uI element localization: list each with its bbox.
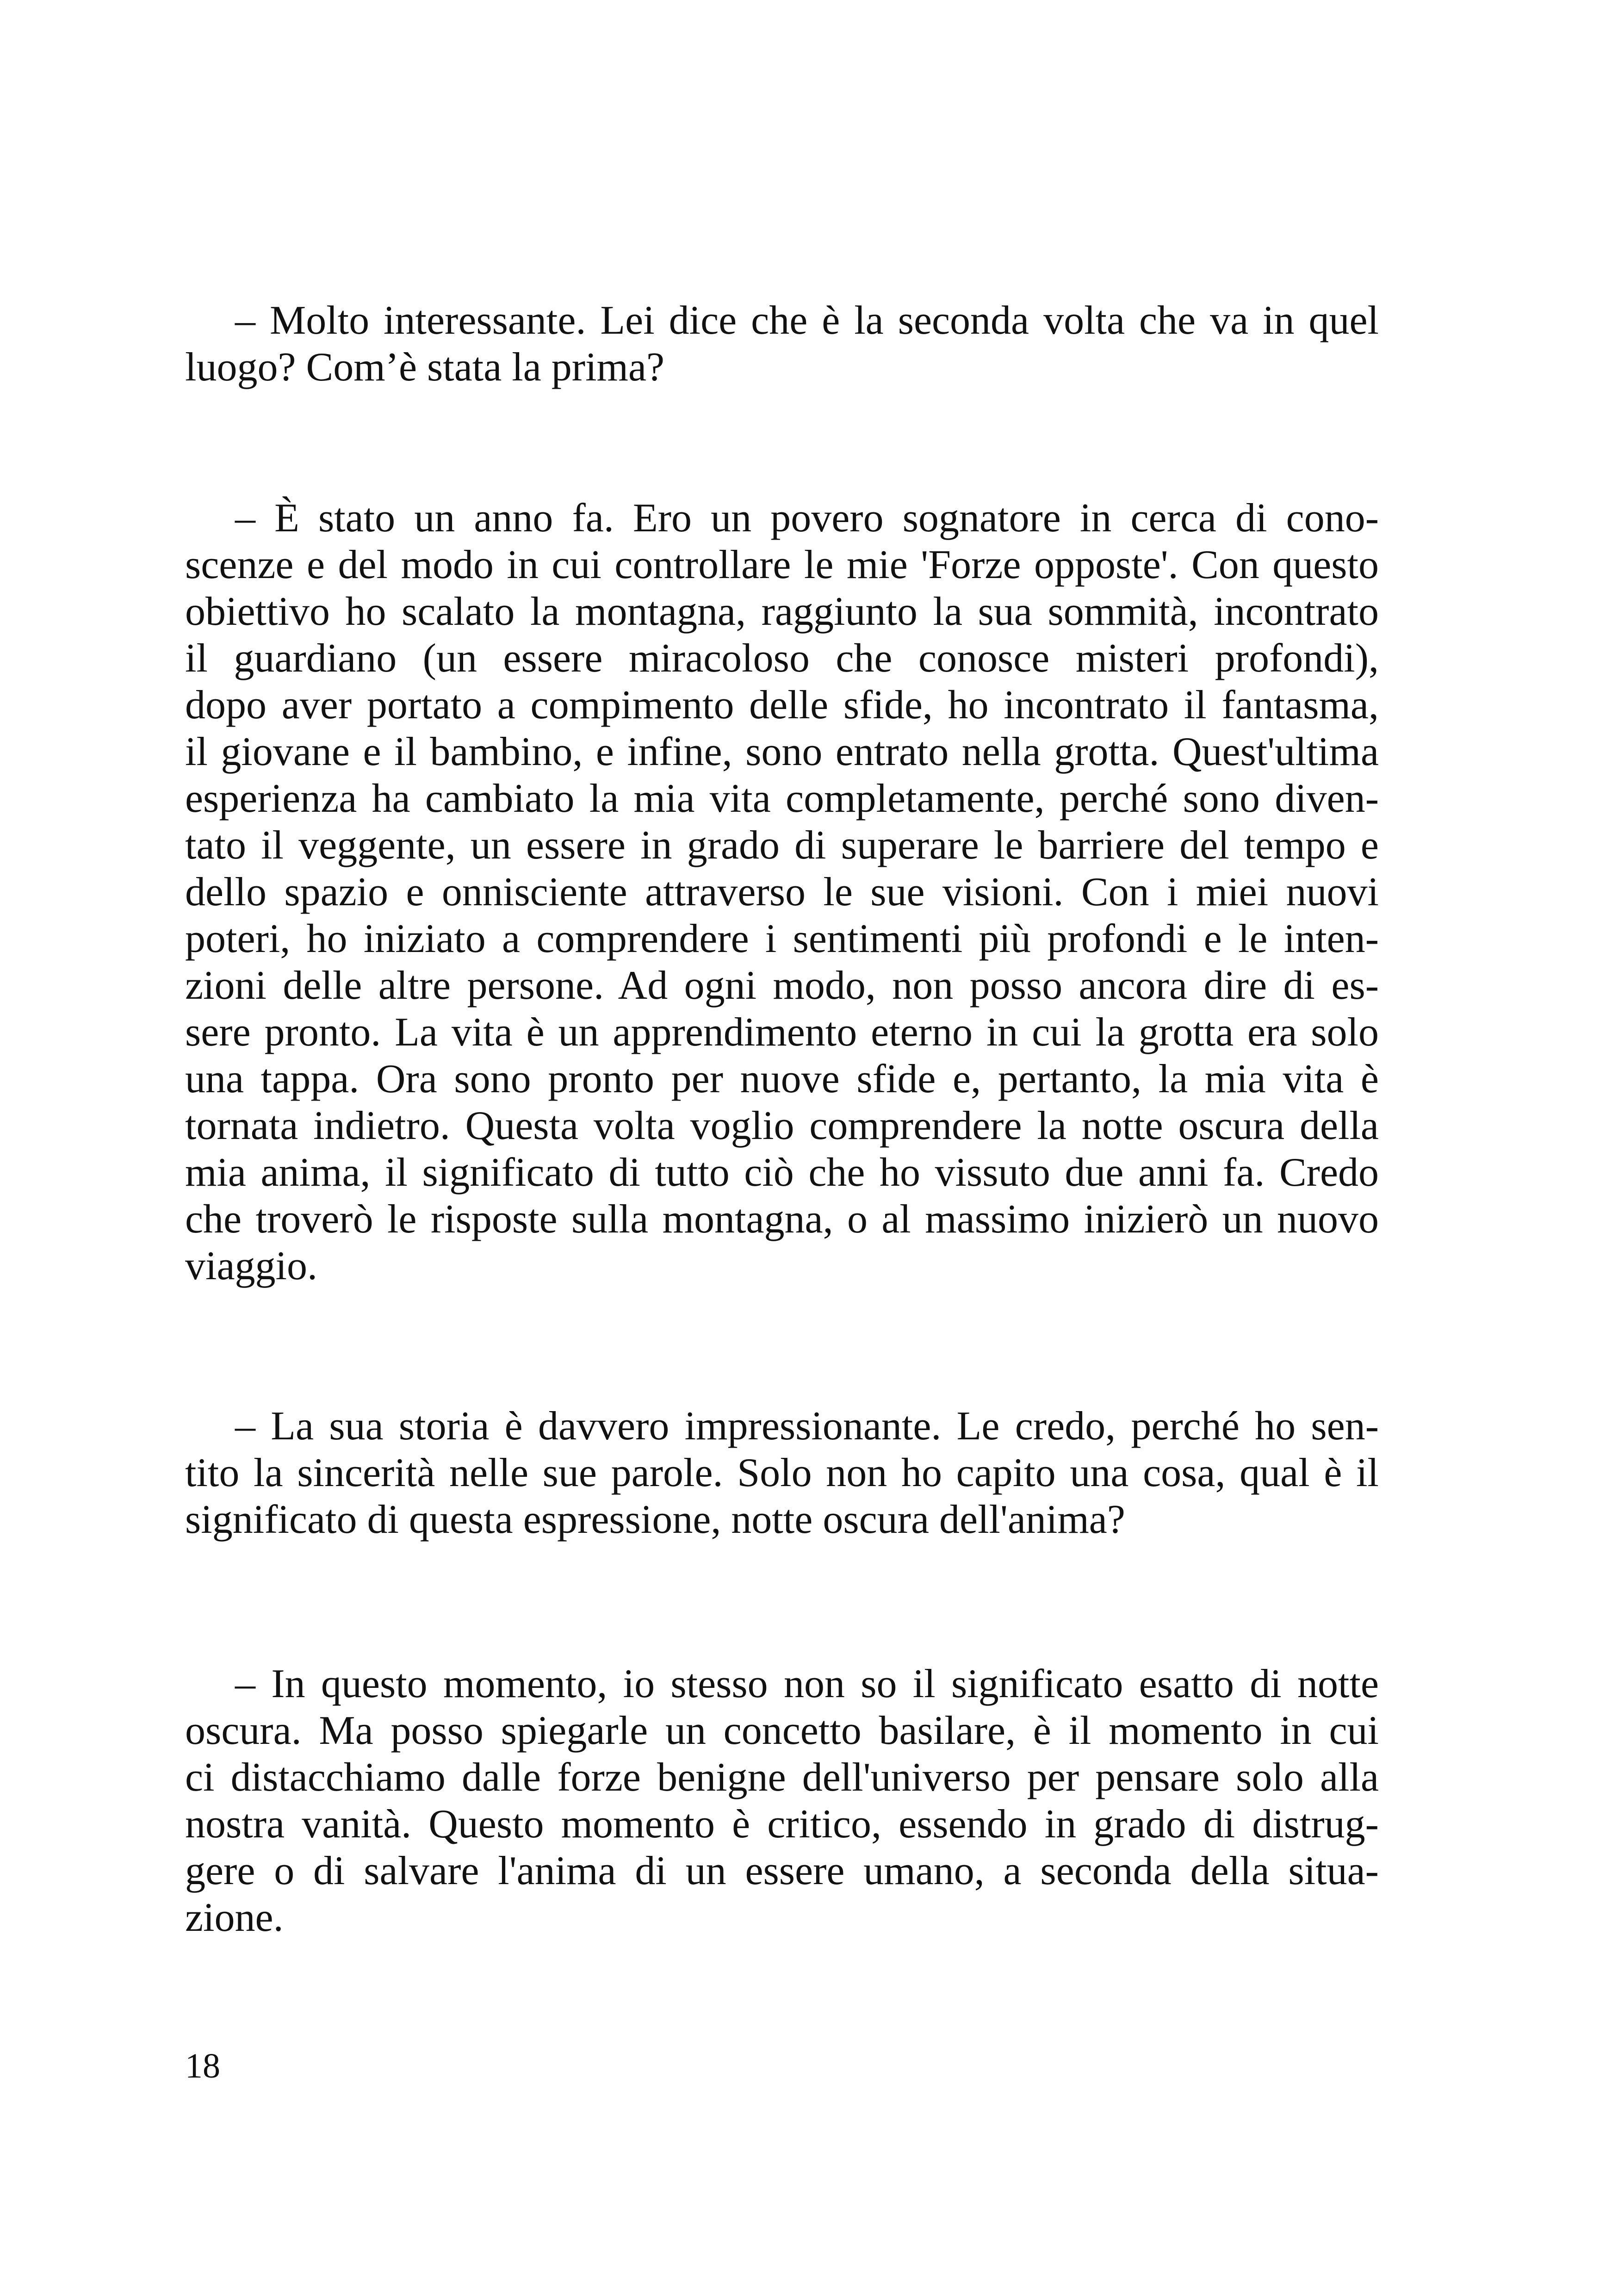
- text-line: tornata indietro. Questa volta voglio comprendere la notte oscura della: [185, 1103, 1379, 1148]
- text-line: poteri, ho iniziato a comprendere i sentimenti più profondi e le inten-: [185, 916, 1379, 961]
- text-line: zioni delle altre persone. Ad ogni modo, non posso ancora dire di es-: [185, 963, 1379, 1008]
- text-line: dello spazio e onnisciente attraverso le sue visioni. Con i miei nuovi: [185, 870, 1379, 915]
- text-line: tito la sincerità nelle sue parole. Solo non ho capito una cosa, qual è il: [185, 1450, 1379, 1495]
- text-line: – In questo momento, io stesso non so il significato esatto di notte: [235, 1661, 1379, 1706]
- text-line: oscura. Ma posso spiegarle un concetto basilare, è il momento in cui: [185, 1708, 1379, 1753]
- text-line: mia anima, il significato di tutto ciò che ho vissuto due anni fa. Credo: [185, 1150, 1379, 1195]
- paragraph-3: [185, 1403, 1379, 1543]
- text-line: il guardiano (un essere miracoloso che conosce misteri profondi),: [185, 636, 1379, 681]
- paragraph-1: [185, 297, 1379, 391]
- text-line: nostra vanità. Questo momento è critico, essendo in grado di distrug-: [185, 1802, 1379, 1847]
- text-line: ci distacchiamo dalle forze benigne dell'universo per pensare solo alla: [185, 1755, 1379, 1800]
- text-line: – Molto interessante. Lei dice che è la seconda volta che va in quel: [235, 298, 1379, 343]
- paragraph-2: [185, 495, 1379, 1289]
- text-line: esperienza ha cambiato la mia vita completamente, perché sono diven-: [185, 776, 1379, 821]
- text-line: zione.: [185, 1895, 284, 1940]
- text-line: che troverò le risposte sulla montagna, o al massimo inizierò un nuovo: [185, 1197, 1379, 1242]
- text-line: una tappa. Ora sono pronto per nuove sfide e, pertanto, la mia vita è: [185, 1057, 1379, 1101]
- text-line: tato il veggente, un essere in grado di superare le barriere del tempo e: [185, 823, 1379, 868]
- text-line: viaggio.: [185, 1244, 317, 1288]
- text-line: il giovane e il bambino, e infine, sono entrato nella grotta. Quest'ultima: [185, 729, 1379, 774]
- text-line: dopo aver portato a compimento delle sfide, ho incontrato il fantasma,: [185, 683, 1379, 728]
- text-line: gere o di salvare l'anima di un essere umano, a seconda della situa-: [185, 1848, 1379, 1893]
- paragraph-4: [185, 1661, 1379, 1941]
- text-line: scenze e del modo in cui controllare le mie 'Forze opposte'. Con questo: [185, 542, 1379, 587]
- text-line: – La sua storia è davvero impressionante. Le credo, perché ho sen-: [235, 1404, 1379, 1449]
- text-line: obiettivo ho scalato la montagna, raggiunto la sua sommità, incontrato: [185, 589, 1379, 634]
- text-line: luogo? Com’è stata la prima?: [185, 345, 665, 390]
- page-number: 18: [185, 2047, 220, 2085]
- text-line: – È stato un anno fa. Ero un povero sognatore in cerca di cono-: [235, 496, 1379, 541]
- text-line: sere pronto. La vita è un apprendimento eterno in cui la grotta era solo: [185, 1010, 1379, 1055]
- text-line: significato di questa espressione, notte oscura dell'anima?: [185, 1497, 1125, 1542]
